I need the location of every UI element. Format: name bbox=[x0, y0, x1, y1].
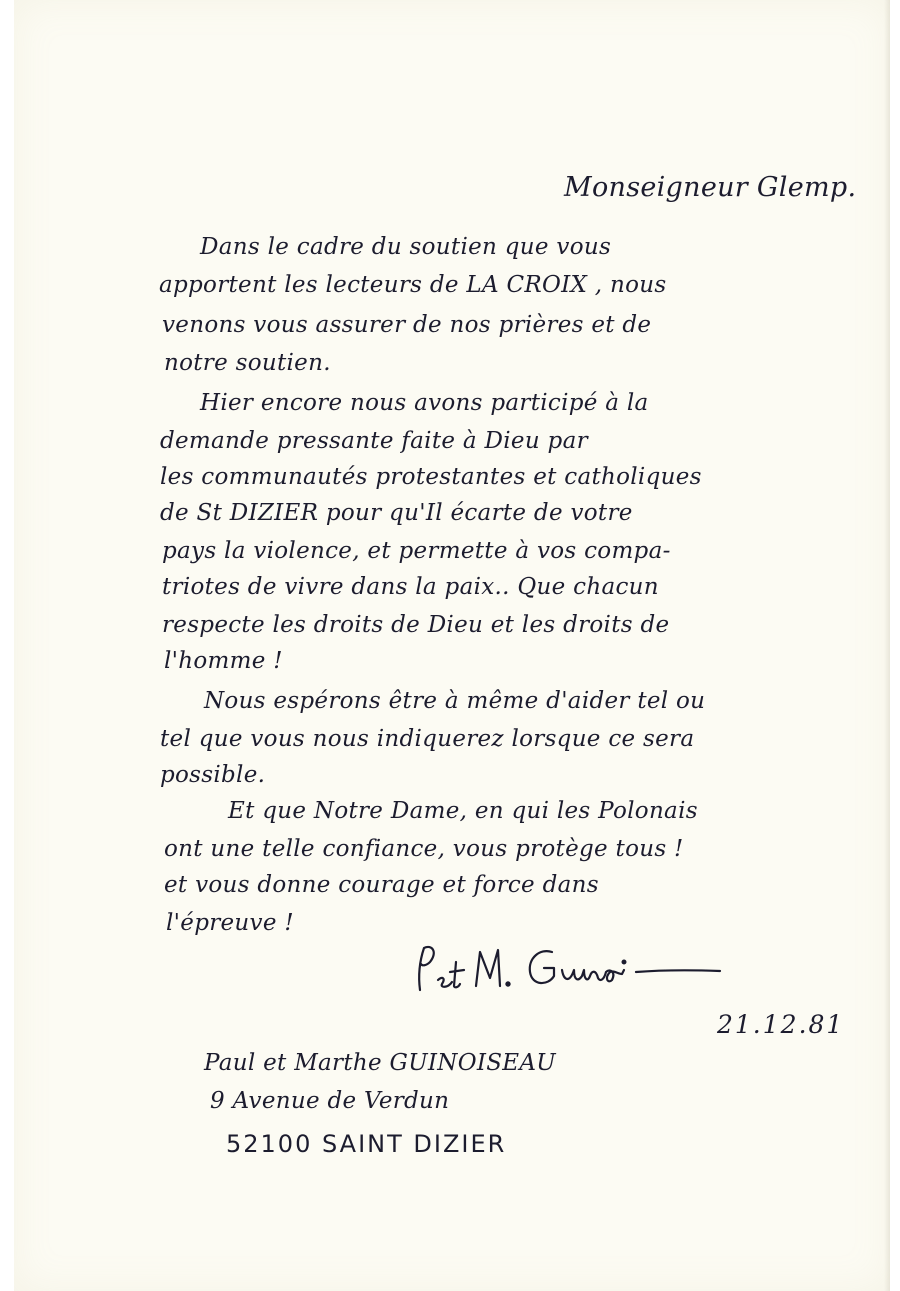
letter-line: Nous espérons être à même d'aider tel ou bbox=[204, 688, 706, 714]
signature-flourish bbox=[412, 940, 732, 1000]
sender-street: 9 Avenue de Verdun bbox=[210, 1088, 450, 1114]
letter-sheet bbox=[14, 0, 890, 1291]
handwritten-signature bbox=[412, 940, 732, 1000]
letter-greeting: Monseigneur Glemp. bbox=[564, 172, 857, 203]
letter-line: venons vous assurer de nos prières et de bbox=[162, 312, 652, 338]
letter-date: 21.12.81 bbox=[717, 1010, 845, 1039]
letter-line: pays la violence, et permette à vos compa- bbox=[162, 538, 671, 564]
letter-line: Dans le cadre du soutien que vous bbox=[200, 234, 612, 260]
letter-line: demande pressante faite à Dieu par bbox=[160, 428, 588, 454]
letter-line: triotes de vivre dans la paix.. Que chacun bbox=[162, 574, 659, 600]
letter-line: l'épreuve ! bbox=[166, 910, 294, 936]
letter-line: tel que vous nous indiquerez lorsque ce sera bbox=[160, 726, 695, 752]
letter-line: l'homme ! bbox=[164, 648, 283, 674]
letter-line: Hier encore nous avons participé à la bbox=[200, 390, 649, 416]
letter-line: possible. bbox=[160, 762, 266, 788]
letter-line: notre soutien. bbox=[164, 350, 331, 376]
letter-line: de St DIZIER pour qu'Il écarte de votre bbox=[160, 500, 633, 526]
letter-line: apportent les lecteurs de LA CROIX , nous bbox=[159, 272, 667, 298]
letter-line: les communautés protestantes et catholiques bbox=[160, 464, 702, 490]
letter-line: et vous donne courage et force dans bbox=[164, 872, 599, 898]
sender-name: Paul et Marthe GUINOISEAU bbox=[204, 1050, 556, 1076]
letter-line: respecte les droits de Dieu et les droits de bbox=[162, 612, 670, 638]
letter-line: Et que Notre Dame, en qui les Polonais bbox=[228, 798, 698, 824]
letter-line: ont une telle confiance, vous protège tous ! bbox=[164, 836, 684, 862]
sender-city: 52100 SAINT DIZIER bbox=[226, 1130, 507, 1158]
